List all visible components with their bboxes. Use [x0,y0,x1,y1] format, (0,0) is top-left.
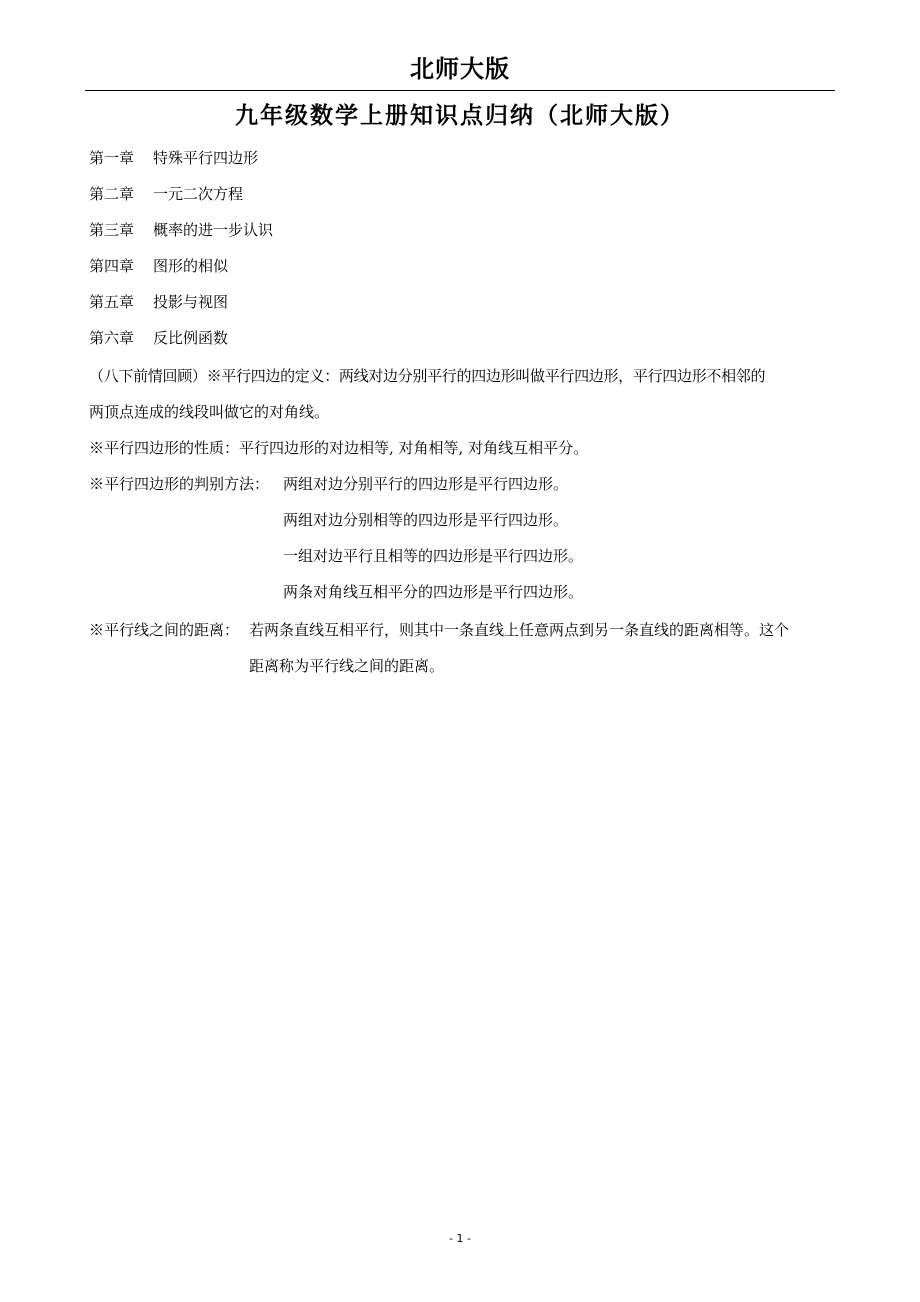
chapter-name: 图形的相似 [153,257,229,275]
chapter-number: 第一章 [89,149,135,167]
criteria-item: 两组对边分别相等的四边形是平行四边形。 [283,511,569,529]
criteria-item: 一组对边平行且相等的四边形是平行四边形。 [283,547,584,565]
chapter-number: 第四章 [89,257,135,275]
chapter-number: 第二章 [89,185,135,203]
distance-line-2: 距离称为平行线之间的距离。 [249,657,445,675]
chapter-number: 第五章 [89,293,135,311]
distance-line-1: 若两条直线互相平行，则其中一条直线上任意两点到另一条直线的距离相等。这个 [249,621,790,639]
definition-line-2: 两顶点连成的线段叫做它的对角线。 [89,403,330,421]
properties-line: ※平行四边形的性质：平行四边形的对边相等, 对角相等, 对角线互相平分。 [89,439,589,457]
document-title: 九年级数学上册知识点归纳（北师大版） [235,103,685,129]
chapter-name: 一元二次方程 [153,185,244,203]
chapter-item [89,148,258,168]
header-divider [85,90,835,91]
criteria-label: ※平行四边形的判别方法： [89,475,270,493]
page-number: - 1 - [449,1232,471,1245]
chapter-item [89,220,273,240]
chapter-item [89,292,228,312]
chapter-name: 反比例函数 [153,329,229,347]
definition-line-1: （八下前情回顾）※平行四边的定义：两线对边分别平行的四边形叫做平行四边形，平行四边形不相邻的 [89,367,766,385]
criteria-item: 两条对角线互相平分的四边形是平行四边形。 [283,583,584,601]
chapter-item [89,256,228,276]
chapter-name: 概率的进一步认识 [153,221,274,239]
chapter-name: 特殊平行四边形 [153,149,259,167]
criteria-item: 两组对边分别平行的四边形是平行四边形。 [283,475,569,493]
header-title: 北师大版 [410,55,510,83]
chapter-number: 第三章 [89,221,135,239]
chapter-item [89,328,228,348]
chapter-name: 投影与视图 [153,293,229,311]
chapter-number: 第六章 [89,329,135,347]
chapter-item [89,184,243,204]
distance-label: ※平行线之间的距离： [89,621,240,639]
